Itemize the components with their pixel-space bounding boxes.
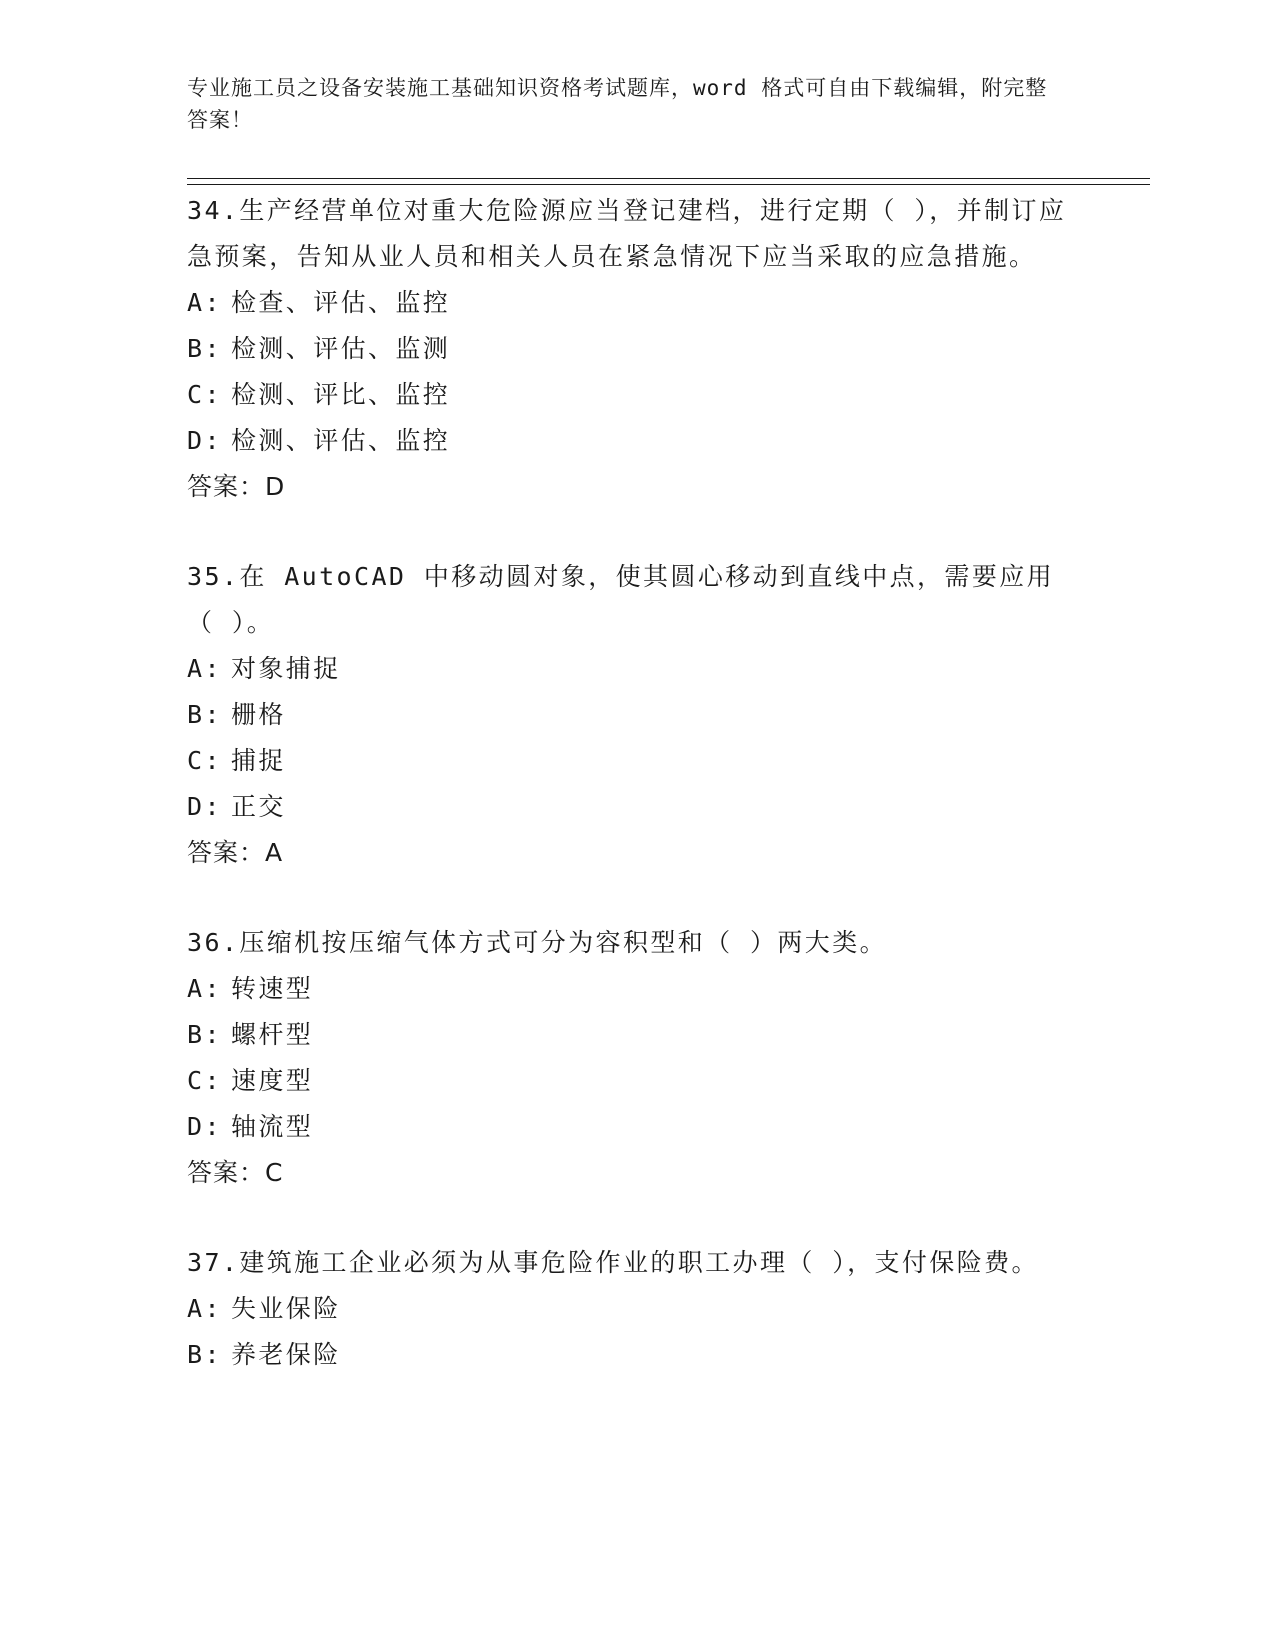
question-35	[187, 554, 1087, 876]
question-34	[187, 188, 1087, 510]
option-b	[187, 1332, 1087, 1378]
option-letter: A:	[187, 654, 222, 683]
question-spacer	[187, 1196, 1087, 1240]
option-letter: A:	[187, 974, 222, 1003]
option-text: 轴流型	[231, 1112, 314, 1141]
question-spacer	[187, 510, 1087, 554]
option-a	[187, 646, 1087, 692]
answer-line: 答案：D	[187, 472, 286, 501]
option-d	[187, 784, 1087, 830]
option-text: 检测、评比、监控	[231, 380, 451, 409]
option-letter: B:	[187, 1020, 222, 1049]
option-a	[187, 1286, 1087, 1332]
option-c	[187, 738, 1087, 784]
option-b	[187, 1012, 1087, 1058]
option-letter: C:	[187, 380, 222, 409]
option-letter: A:	[187, 1294, 222, 1323]
option-letter: C:	[187, 746, 222, 775]
option-text: 速度型	[231, 1066, 314, 1095]
option-b	[187, 692, 1087, 738]
option-text: 检测、评估、监测	[231, 334, 451, 363]
header-rule-bottom	[187, 184, 1150, 185]
question-stem: 37.建筑施工企业必须为从事危险作业的职工办理（ ），支付保险费。	[187, 1248, 1039, 1277]
option-a	[187, 280, 1087, 326]
question-list	[187, 188, 1087, 1378]
option-text: 转速型	[231, 974, 314, 1003]
option-letter: D:	[187, 792, 222, 821]
option-text: 检测、评估、监控	[231, 426, 451, 455]
option-text: 养老保险	[231, 1340, 341, 1369]
option-letter: C:	[187, 1066, 222, 1095]
question-spacer	[187, 876, 1087, 920]
option-d	[187, 1104, 1087, 1150]
option-text: 失业保险	[231, 1294, 341, 1323]
option-text: 检查、评估、监控	[231, 288, 451, 317]
option-text: 捕捉	[231, 746, 286, 775]
option-d	[187, 418, 1087, 464]
option-letter: A:	[187, 288, 222, 317]
question-36	[187, 920, 1087, 1196]
question-stem: 35.在 AutoCAD 中移动圆对象，使其圆心移动到直线中点，需要应用（ ）。	[187, 562, 1055, 637]
option-letter: B:	[187, 1340, 222, 1369]
option-c	[187, 372, 1087, 418]
question-stem: 36.压缩机按压缩气体方式可分为容积型和（ ）两大类。	[187, 928, 888, 957]
option-text: 正交	[231, 792, 286, 821]
question-37	[187, 1240, 1087, 1378]
option-text: 对象捕捉	[231, 654, 341, 683]
option-letter: B:	[187, 334, 222, 363]
option-text: 螺杆型	[231, 1020, 314, 1049]
option-text: 栅格	[231, 700, 286, 729]
option-letter: D:	[187, 426, 222, 455]
answer-line: 答案：A	[187, 838, 284, 867]
option-b	[187, 326, 1087, 372]
option-letter: D:	[187, 1112, 222, 1141]
header-rule-top	[187, 178, 1150, 179]
option-a	[187, 966, 1087, 1012]
document-header: 专业施工员之设备安装施工基础知识资格考试题库，word 格式可自由下载编辑，附完整答案！	[187, 76, 1048, 132]
option-letter: B:	[187, 700, 222, 729]
question-stem: 34.生产经营单位对重大危险源应当登记建档，进行定期（ ），并制订应急预案，告知从业人员和相关人员在紧急情况下应当采取的应急措施。	[187, 196, 1067, 271]
answer-line: 答案：C	[187, 1158, 284, 1187]
option-c	[187, 1058, 1087, 1104]
